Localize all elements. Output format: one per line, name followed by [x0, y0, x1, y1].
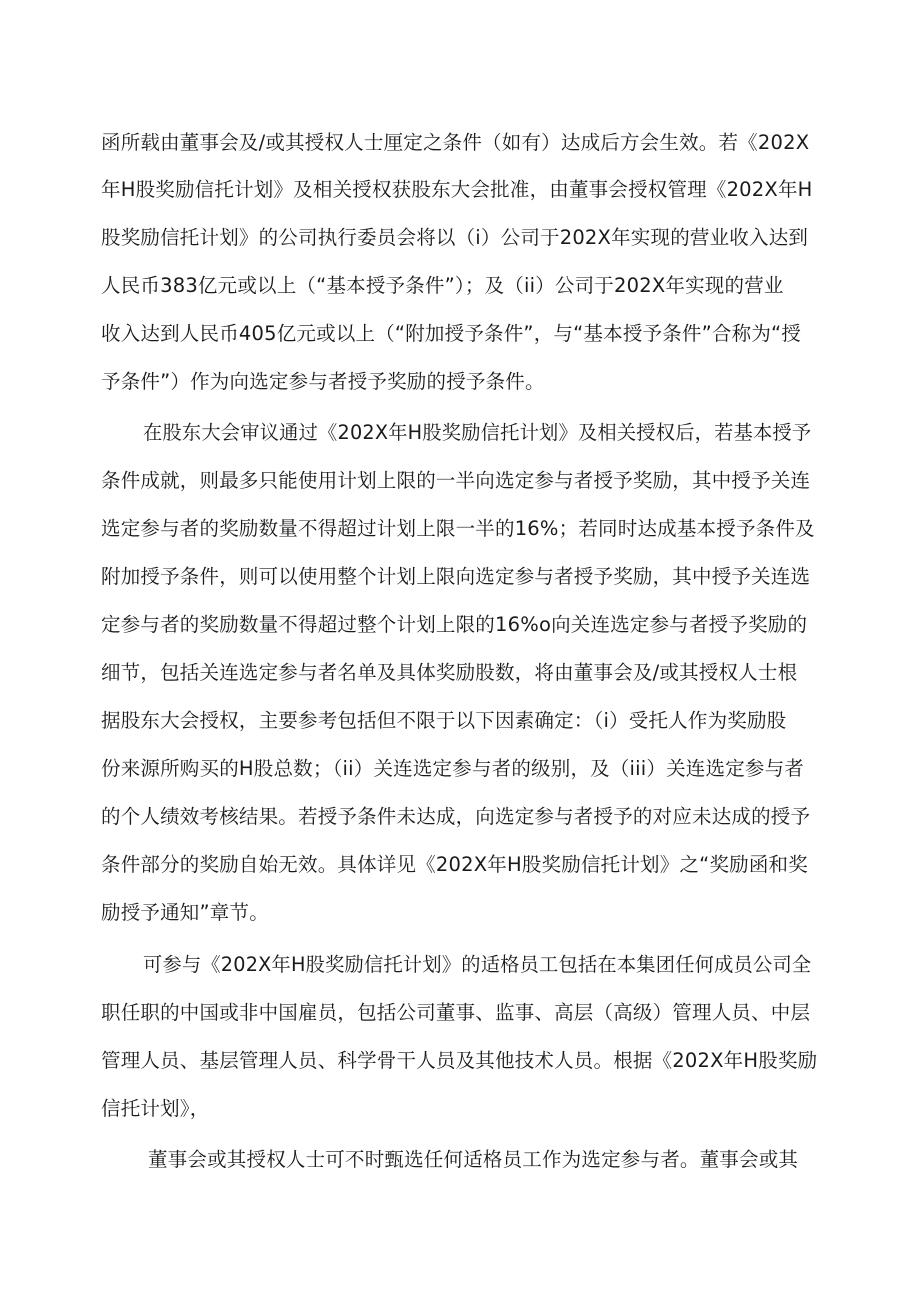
paragraph-2-line-1: 在股东大会审议通过《202X年H股奖励信托计划》及相关授权后，若基本授予: [143, 421, 812, 444]
paragraph-1-line-6: 予条件”）作为向选定参与者授予奖励的授予条件。: [101, 370, 545, 393]
paragraph-2-line-5: 定参与者的奖励数量不得超过整个计划上限的16%o向关连选定参与者授予奖励的: [101, 613, 808, 636]
paragraph-1-line-5: 收入达到人民币405亿元或以上（“附加授予条件”，与“基本授予条件”合称为“授: [101, 322, 802, 345]
paragraph-2-line-10: 条件部分的奖励自始无效。具体详见《202X年H股奖励信托计划》之“奖励函和奖: [101, 853, 808, 876]
paragraph-1-line-1: 函所载由董事会及/或其授权人士厘定之条件（如有）达成后方会生效。若《202X: [101, 131, 810, 154]
paragraph-2-line-7: 据股东大会授权，主要参考包括但不限于以下因素确定：（i）受托人作为奖励股: [101, 709, 787, 732]
paragraph-3-line-1: 可参与《202X年H股奖励信托计划》的适格员工包括在本集团任何成员公司全: [143, 953, 812, 976]
paragraph-3-line-4: 信托计划》，: [101, 1097, 210, 1120]
paragraph-1-line-3: 股奖励信托计划》的公司执行委员会将以（i）公司于202X年实现的营业收入达到: [101, 226, 809, 249]
paragraph-2-line-11: 励授予通知”章节。: [101, 901, 269, 924]
paragraph-4-line-1: 董事会或其授权人士可不时甄选任何适格员工作为选定参与者。董事会或其: [148, 1148, 799, 1171]
paragraph-2-line-3: 选定参与者的奖励数量不得超过计划上限一半的16%；若同时达成基本授予条件及: [101, 517, 815, 540]
paragraph-2-line-6: 细节，包括关连选定参与者名单及具体奖励股数，将由董事会及/或其授权人士根: [101, 661, 798, 684]
paragraph-2-line-2: 条件成就，则最多只能使用计划上限的一半向选定参与者授予奖励，其中授予关连: [101, 469, 811, 492]
paragraph-2-line-9: 的个人绩效考核结果。若授予条件未达成，向选定参与者授予的对应未达成的授予: [101, 805, 811, 828]
paragraph-3-line-3: 管理人员、基层管理人员、科学骨干人员及其他技术人员。根据《202X年H股奖励: [101, 1049, 818, 1072]
paragraph-1-line-2: 年H股奖励信托计划》及相关授权获股东大会批准，由董事会授权管理《202X年H: [101, 178, 813, 201]
paragraph-3-line-2: 职任职的中国或非中国雇员，包括公司董事、监事、高层（高级）管理人员、中层: [101, 1001, 811, 1024]
paragraph-2-line-4: 附加授予条件，则可以使用整个计划上限向选定参与者授予奖励，其中授予关连选: [101, 565, 811, 588]
paragraph-1-line-4: 人民币383亿元或以上（“基本授予条件”）；及（ii）公司于202X年实现的营业: [101, 274, 784, 297]
paragraph-2-line-8: 份来源所购买的H股总数；（ii）关连选定参与者的级别，及（iii）关连选定参与者: [101, 757, 805, 780]
